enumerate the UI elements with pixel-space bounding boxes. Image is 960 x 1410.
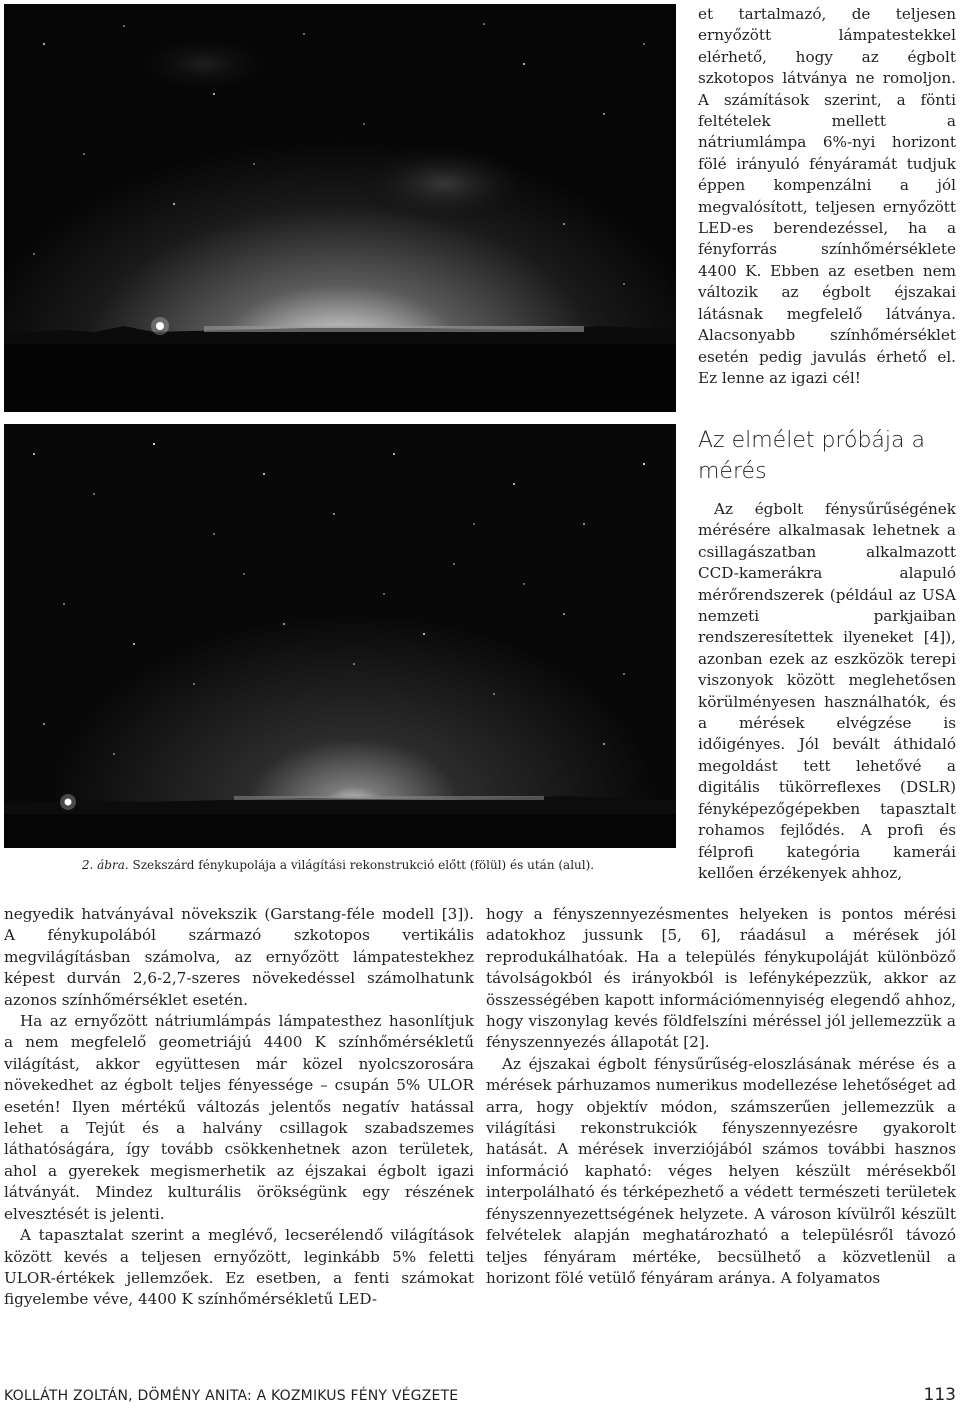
photo-before-reconstruction bbox=[4, 4, 676, 412]
figure-caption bbox=[0, 857, 676, 873]
right-column-intro bbox=[698, 499, 956, 884]
paragraph-right-2: Az éjszakai égbolt fénysűrűség-eloszlásának mérése és a mérések párhuzamos numerikus modellezése lehetőséget ad arra, hogy objektív módon, számszerűen jellemezzük a világítási rekonstrukciók fényszennyezésre gyakorolt hatását. A mérések inverziójából számos további hasznos információ kapható: véges helyen készült mérésekből interpolálható és térképezhető a védett természeti területek fényszennyezettségének helyzete. A városon kívülről készült felvételek alapján meghatározható a településről távozó teljes fényáram mértéke, becsülhető a közvetlenül a horizont fölé vetülő fényáram aránya. A folyamatos bbox=[486, 1054, 956, 1287]
paragraph-left-3: A tapasztalat szerint a meglévő, lecserélendő világítások között kevés a teljesen ernyőzött, leginkább 5% feletti ULOR-értékek jellemzőek. Ez esetben, a fenti számokat figyelembe véve, 4400 K színhőmérsékletű LED- bbox=[4, 1226, 474, 1309]
footer-authors: KOLLÁTH ZOLTÁN, DÖMÉNY ANITA: A KOZMIKUS FÉNY VÉGZETE bbox=[4, 1388, 459, 1404]
photo-after-reconstruction bbox=[4, 424, 676, 848]
section-heading: Az elmélet próbája a mérés bbox=[698, 428, 925, 484]
figure-caption-text: Szekszárd fénykupolája a világítási rekonstrukció előtt (fölül) és után (alul). bbox=[128, 858, 595, 872]
paragraph-top-right: et tartalmazó, de teljesen ernyőzött lámpatestekkel elérhető, hogy az égbolt szkotopos látványa ne romoljon. A számítások szerint, a fönti feltételek mellett a nátriumlámpa 6%-nyi horizont fölé irányuló fényáramát tudjuk éppen kompenzálni a jól megvalósított, teljesen ernyőzött LED-es berendezéssel, ha a fényforrás színhőmérséklete 4400 K. Ebben az esetben nem változik az égbolt éjszakai látásnak megfelelő látványa. Alacsonyabb színhőmérséklet esetén pedig javulás érhető el. Ez lenne az igazi cél! bbox=[698, 5, 956, 387]
paragraph-intro: Az égbolt fénysűrűségének mérésére alkalmasak lehetnek a csillagászatban alkalmazott CCD-kamerákra alapuló mérőrendszerek (például az USA nemzeti parkjaiban rendszeresítettek ilyeneket [4]), azonban ezek az eszközök terepi viszonyok között meglehetősen körülményesen használhatók, és a mérések elvégzése is időigényes. Jól bevált áthidaló megoldást tett lehetővé a digitális tükörreflexes (DSLR) fényképezőgépekben tapasztalt rohamos fejlődés. A profi és félprofi kategória kamerái kellően érzékenyek ahhoz, bbox=[698, 500, 956, 882]
figure-label: 2. ábra. bbox=[81, 858, 129, 872]
paragraph-left-1: negyedik hatványával növekszik (Garstang-féle modell [3]). A fénykupolából származó szkotopos vertikális megvilágításban számolva, az ernyőzött lámpatestekhez képest durván 2,6-2,7-szeres növekedéssel számolhatunk azonos színhőmérséklet esetén. bbox=[4, 905, 474, 1009]
paragraph-right-1: hogy a fényszennyezésmentes helyeken is pontos mérési adatokhoz jussunk [5, 6], ráadásul a mérések jól reprodukálhatóak. Ha a település fénykupoláját különböző távolságokból és irányokból is lefényképezzük, akkor az összességében kapott információmennyiség elegendő ahhoz, hogy viszonylag kevés földfelszíni méréssel jól jellemezzük a fényszennyezés állapotát [2]. bbox=[486, 905, 956, 1052]
top-right-paragraph bbox=[698, 4, 956, 389]
paragraph-left-2: Ha az ernyőzött nátriumlámpás lámpatesthez hasonlítjuk a nem megfelelő geometriájú 4400 K színhőmérsékletű világítást, akkor együttesen már közel nyolcszorosára növekedhet az égbolt teljes fényessége – csupán 5% ULOR esetén! Ilyen mértékű változás jelentős negatív hatással lehet a Tejút és a halvány csillagok szabadszemes láthatóságára, így tovább csökkenhetnek azon területek, ahol a gyerekek megismerhetik az éjszakai égbolt igazi látványát. Mindez kulturális örökségünk egy részének elvesztését is jelenti. bbox=[4, 1012, 474, 1223]
page-footer bbox=[0, 1378, 960, 1408]
left-column bbox=[4, 904, 474, 1311]
page-number: 113 bbox=[923, 1385, 956, 1405]
right-column-lower bbox=[486, 904, 956, 1289]
